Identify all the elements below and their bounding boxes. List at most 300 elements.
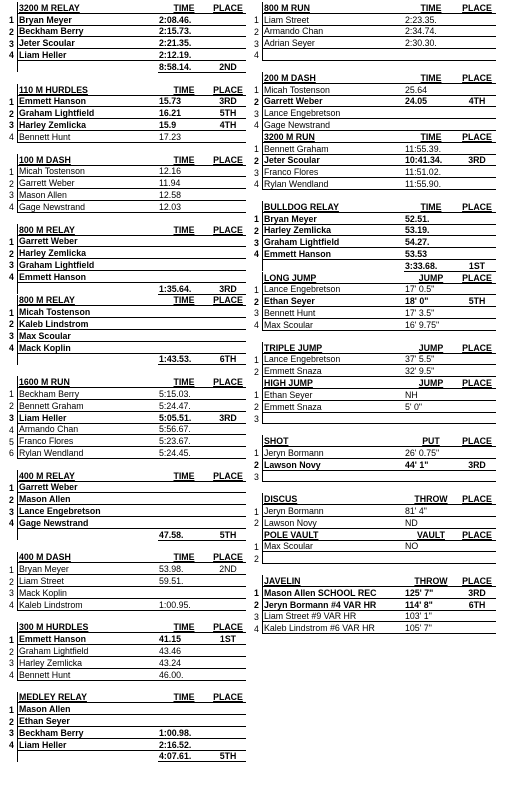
mark-value [158, 703, 210, 715]
lane-number: 2 [6, 318, 18, 330]
entry-row [6, 657, 246, 669]
entry-row [251, 49, 496, 61]
lane-number: 1 [6, 165, 18, 177]
athlete-name: Emmett Snaza [263, 365, 405, 377]
time-header: TIME [404, 131, 458, 142]
athlete-name: Gage Newstrand [18, 200, 159, 212]
place-value [210, 259, 246, 271]
place-header: PLACE [210, 622, 246, 633]
mark-value [404, 470, 458, 482]
left-events-column [6, 2, 246, 762]
mark-value: 16.21 [158, 107, 210, 119]
place-value [210, 517, 246, 529]
mark-value: NO [404, 540, 458, 552]
lane-number: 2 [251, 552, 263, 564]
relay-total-time: 1:43.53. [158, 353, 210, 365]
athlete-name: Graham Lightfield [263, 236, 405, 248]
athlete-name: Emmett Hanson [263, 248, 405, 260]
entry-row [251, 622, 496, 634]
lane-number: 1 [6, 481, 18, 493]
entry-row [6, 715, 246, 727]
athlete-name: Mason Allen SCHOOL REC [263, 587, 405, 599]
place-value [210, 329, 246, 341]
lane-number: 2 [251, 458, 263, 470]
place-header: PLACE [210, 224, 246, 235]
lane-number: 3 [251, 610, 263, 622]
entry-row [251, 13, 496, 25]
athlete-name: Max Scoular [263, 540, 405, 552]
entry-row [6, 727, 246, 739]
mark-value: 53.98. [158, 563, 210, 575]
entry-row [251, 505, 496, 517]
lane-number: 4 [6, 598, 18, 610]
place-value [210, 587, 246, 599]
lane-number: 3 [251, 107, 263, 119]
place-value: 3RD [210, 95, 246, 107]
mark-value: 5:24.45. [158, 447, 210, 459]
entry-row [251, 236, 496, 248]
athlete-name: Liam Street [18, 575, 159, 587]
entry-row [251, 295, 496, 307]
total-label-cell [18, 353, 159, 365]
athlete-name: Lance Engebretson [263, 283, 405, 295]
mark-value: 114' 8" [404, 598, 458, 610]
mark-value: 12.58 [158, 189, 210, 201]
time-header: TIME [158, 376, 210, 387]
athlete-name: Beckham Berry [18, 25, 159, 37]
mark-value [158, 715, 210, 727]
entry-row [6, 318, 246, 330]
mark-value: 12.03 [158, 200, 210, 212]
entry-row [6, 306, 246, 318]
place-value: 3RD [210, 411, 246, 423]
lane-number: 3 [6, 411, 18, 423]
place-value: 2ND [210, 563, 246, 575]
place-header: PLACE [210, 84, 246, 95]
athlete-name: Garrett Weber [263, 95, 405, 107]
event-header-row [6, 2, 246, 13]
row-number-cell [6, 622, 18, 633]
lane-number: 1 [6, 13, 18, 25]
entry-row [6, 399, 246, 411]
place-value [210, 668, 246, 680]
lane-number: 3 [251, 37, 263, 49]
event-header-row [251, 342, 496, 353]
event-name: 3200 M RUN [263, 131, 405, 142]
event-table [6, 224, 246, 295]
mark-value: 10:41.34. [404, 154, 458, 166]
mark-value: 41.15 [158, 633, 210, 645]
athlete-name [263, 412, 405, 424]
event-name: 300 M HURDLES [18, 622, 159, 633]
entry-row [251, 552, 496, 564]
place-value [458, 178, 496, 190]
event-table [251, 493, 496, 528]
athlete-name: Bennett Graham [18, 399, 159, 411]
athlete-name: Harley Zemlicka [263, 224, 405, 236]
athlete-name: Jeryn Bormann [263, 447, 405, 459]
relay-total-place: 5TH [210, 528, 246, 540]
athlete-name: Mason Allen [18, 189, 159, 201]
entry-row [6, 329, 246, 341]
mark-value [158, 270, 210, 282]
entry-row [251, 83, 496, 95]
mark-value: 1:00.98. [158, 727, 210, 739]
time-header: JUMP [404, 342, 458, 353]
mark-value [404, 412, 458, 424]
lane-number: 1 [6, 306, 18, 318]
mark-value [158, 306, 210, 318]
athlete-name: Emmett Hanson [18, 95, 159, 107]
mark-value: 43.46 [158, 645, 210, 657]
place-header: PLACE [458, 493, 496, 504]
entry-row [6, 598, 246, 610]
mark-value: 26' 0.75" [404, 447, 458, 459]
lane-number: 3 [6, 587, 18, 599]
lane-number: 1 [251, 83, 263, 95]
event-header-row [251, 377, 496, 388]
place-value [458, 610, 496, 622]
right-events-column [251, 2, 496, 634]
entry-row [6, 703, 246, 715]
spacer-row [6, 541, 246, 552]
entry-row [251, 95, 496, 107]
place-header: PLACE [210, 376, 246, 387]
place-value [458, 49, 496, 61]
place-value: 4TH [458, 95, 496, 107]
event-name: 800 M RELAY [18, 224, 159, 235]
mark-value [404, 49, 458, 61]
lane-number: 2 [6, 177, 18, 189]
place-value [210, 189, 246, 201]
event-table [251, 2, 496, 61]
place-value [458, 400, 496, 412]
place-header: PLACE [458, 529, 496, 540]
mark-value: 52.51. [404, 212, 458, 224]
entry-row [251, 166, 496, 178]
mark-value: 11.94 [158, 177, 210, 189]
event-table [6, 470, 246, 541]
mark-value: 81' 4" [404, 505, 458, 517]
time-header: TIME [158, 470, 210, 481]
event-header-row [251, 2, 496, 13]
event-header-row [251, 529, 496, 540]
mark-value: 25.64 [404, 83, 458, 95]
mark-value [158, 481, 210, 493]
lane-number: 1 [251, 353, 263, 365]
athlete-name: Mack Koplin [18, 341, 159, 353]
mark-value [158, 329, 210, 341]
athlete-name: Kaleb Lindstrom [18, 598, 159, 610]
event-table [6, 2, 246, 73]
event-table [251, 272, 496, 331]
lane-number: 3 [6, 119, 18, 131]
event-table [6, 552, 246, 611]
event-header-row [6, 84, 246, 95]
lane-number: 3 [251, 470, 263, 482]
place-header: PLACE [458, 131, 496, 142]
place-value [458, 622, 496, 634]
entry-row [6, 270, 246, 282]
athlete-name: Lance Engebretson [263, 353, 405, 365]
entry-row [6, 447, 246, 459]
mark-value: 5:23.67. [158, 435, 210, 447]
entry-row [6, 165, 246, 177]
mark-value: 16' 9.75" [404, 318, 458, 330]
place-header: PLACE [458, 377, 496, 388]
place-value [458, 447, 496, 459]
event-header-row [251, 272, 496, 283]
mark-value: 2:16.52. [158, 738, 210, 750]
entry-row [6, 341, 246, 353]
mark-value: 5:24.47. [158, 399, 210, 411]
event-header-row [6, 224, 246, 235]
time-header: TIME [158, 154, 210, 165]
lane-number: 3 [6, 505, 18, 517]
athlete-name: Liam Heller [18, 738, 159, 750]
athlete-name: Garrett Weber [18, 481, 159, 493]
athlete-name [263, 470, 405, 482]
relay-total-time: 1:35.64. [158, 282, 210, 294]
place-value [458, 119, 496, 131]
athlete-name: Garrett Weber [18, 177, 159, 189]
relay-total-place: 5TH [210, 750, 246, 762]
relay-total-row [6, 528, 246, 540]
relay-total-row [6, 353, 246, 365]
place-value [210, 423, 246, 435]
entry-row [6, 587, 246, 599]
lane-number: 1 [251, 587, 263, 599]
place-value [210, 598, 246, 610]
athlete-name: Rylan Wendland [263, 178, 405, 190]
lane-number: 2 [251, 25, 263, 37]
place-header: PLACE [210, 295, 246, 306]
row-number-cell [6, 282, 18, 294]
row-number-cell [251, 493, 263, 504]
place-value [210, 25, 246, 37]
place-header: PLACE [458, 575, 496, 586]
time-header: PUT [404, 435, 458, 446]
athlete-name: Jeter Scoular [263, 154, 405, 166]
event-table [6, 376, 246, 459]
lane-number: 3 [6, 259, 18, 271]
athlete-name: Lance Engebretson [18, 505, 159, 517]
athlete-name: Franco Flores [18, 435, 159, 447]
mark-value: 2:08.46. [158, 13, 210, 25]
entry-row [6, 481, 246, 493]
event-name: SHOT [263, 435, 405, 446]
event-header-row [251, 201, 496, 212]
relay-total-place: 3RD [210, 282, 246, 294]
event-name: 200 M DASH [263, 72, 405, 83]
entry-row [6, 49, 246, 61]
athlete-name: Graham Lightfield [18, 645, 159, 657]
entry-row [6, 423, 246, 435]
mark-value: 2:12.19. [158, 49, 210, 61]
mark-value [404, 107, 458, 119]
athlete-name: Gage Newstrand [18, 517, 159, 529]
mark-value [158, 318, 210, 330]
place-value [210, 341, 246, 353]
row-number-cell [251, 259, 263, 271]
athlete-name [263, 552, 405, 564]
mark-value: 2:34.74. [404, 25, 458, 37]
mark-value [158, 493, 210, 505]
event-header-row [6, 552, 246, 563]
entry-row [6, 119, 246, 131]
relay-total-time: 47.58. [158, 528, 210, 540]
place-value [458, 505, 496, 517]
athlete-name: Lawson Novy [263, 517, 405, 529]
place-value [458, 236, 496, 248]
lane-number: 1 [6, 633, 18, 645]
lane-number: 3 [6, 189, 18, 201]
lane-number: 1 [6, 235, 18, 247]
athlete-name: Mack Koplin [18, 587, 159, 599]
event-table [6, 84, 246, 143]
mark-value [158, 247, 210, 259]
entry-row [251, 388, 496, 400]
time-header: TIME [404, 2, 458, 13]
place-value: 4TH [210, 119, 246, 131]
spacer-row [251, 424, 496, 435]
place-value [210, 727, 246, 739]
lane-number: 4 [6, 200, 18, 212]
event-header-row [251, 575, 496, 586]
mark-value: 2:15.73. [158, 25, 210, 37]
athlete-name: Emmett Hanson [18, 633, 159, 645]
entry-row [251, 587, 496, 599]
lane-number: 2 [6, 107, 18, 119]
lane-number: 5 [6, 435, 18, 447]
mark-value: 17' 0.5" [404, 283, 458, 295]
event-header-row [251, 72, 496, 83]
mark-value [158, 341, 210, 353]
event-name: TRIPLE JUMP [263, 342, 405, 353]
mark-value: 53.53 [404, 248, 458, 260]
athlete-name: Bryan Meyer [18, 563, 159, 575]
athlete-name: Jeryn Bormann [263, 505, 405, 517]
lane-number: 3 [6, 329, 18, 341]
event-name: JAVELIN [263, 575, 405, 586]
place-value [458, 470, 496, 482]
row-number-cell [6, 750, 18, 762]
entry-row [6, 95, 246, 107]
place-value [210, 435, 246, 447]
mark-value [158, 259, 210, 271]
row-number-cell [251, 342, 263, 353]
mark-value [404, 552, 458, 564]
athlete-name: Liam Street [263, 13, 405, 25]
lane-number: 2 [6, 715, 18, 727]
athlete-name: Gage Newstrand [263, 119, 405, 131]
mark-value: NH [404, 388, 458, 400]
entry-row [251, 37, 496, 49]
row-number-cell [251, 131, 263, 142]
place-value [210, 447, 246, 459]
spacer-row [6, 213, 246, 224]
athlete-name: Bennett Hunt [263, 307, 405, 319]
place-value [210, 247, 246, 259]
place-value [210, 703, 246, 715]
mark-value: 11:55.90. [404, 178, 458, 190]
athlete-name: Mason Allen [18, 703, 159, 715]
relay-total-time: 4:07.61. [158, 750, 210, 762]
event-header-row [251, 131, 496, 142]
entry-row [6, 435, 246, 447]
place-value [210, 575, 246, 587]
place-value [458, 365, 496, 377]
lane-number: 1 [251, 505, 263, 517]
event-table [6, 692, 246, 763]
entry-row [251, 318, 496, 330]
lane-number: 4 [6, 738, 18, 750]
mark-value: 46.00. [158, 668, 210, 680]
mark-value: 11:51.02. [404, 166, 458, 178]
place-value [210, 481, 246, 493]
total-label-cell [18, 282, 159, 294]
place-value [458, 353, 496, 365]
mark-value [158, 235, 210, 247]
relay-total-place: 1ST [458, 259, 496, 271]
entry-row [6, 517, 246, 529]
spacer-row [6, 681, 246, 692]
athlete-name: Liam Heller [18, 49, 159, 61]
entry-row [251, 25, 496, 37]
lane-number: 4 [251, 248, 263, 260]
athlete-name: Rylan Wendland [18, 447, 159, 459]
event-header-row [6, 622, 246, 633]
total-label-cell [18, 60, 159, 72]
place-value [210, 318, 246, 330]
event-table [6, 295, 246, 366]
spacer-row [251, 190, 496, 201]
lane-number: 4 [6, 270, 18, 282]
row-number-cell [251, 201, 263, 212]
time-header: JUMP [404, 272, 458, 283]
event-name: POLE VAULT [263, 529, 405, 540]
athlete-name: Franco Flores [263, 166, 405, 178]
entry-row [251, 283, 496, 295]
lane-number: 2 [6, 399, 18, 411]
mark-value: 11:55.39. [404, 142, 458, 154]
lane-number: 2 [251, 365, 263, 377]
entry-row [251, 142, 496, 154]
row-number-cell [251, 435, 263, 446]
relay-total-row [251, 259, 496, 271]
results-sheet [6, 2, 496, 798]
place-value [210, 645, 246, 657]
time-header: THROW [404, 575, 458, 586]
event-header-row [6, 154, 246, 165]
place-value [458, 25, 496, 37]
spacer-row [251, 61, 496, 72]
entry-row [251, 178, 496, 190]
place-value [210, 37, 246, 49]
row-number-cell [6, 376, 18, 387]
athlete-name: Liam Heller [18, 411, 159, 423]
time-header: TIME [158, 224, 210, 235]
athlete-name: Bryan Meyer [263, 212, 405, 224]
event-header-row [6, 470, 246, 481]
mark-value: 5:05.51. [158, 411, 210, 423]
place-header: PLACE [210, 692, 246, 703]
time-header: THROW [404, 493, 458, 504]
athlete-name: Micah Tostenson [18, 306, 159, 318]
athlete-name: Ethan Seyer [263, 388, 405, 400]
event-name: 400 M RELAY [18, 470, 159, 481]
time-header: TIME [158, 2, 210, 13]
